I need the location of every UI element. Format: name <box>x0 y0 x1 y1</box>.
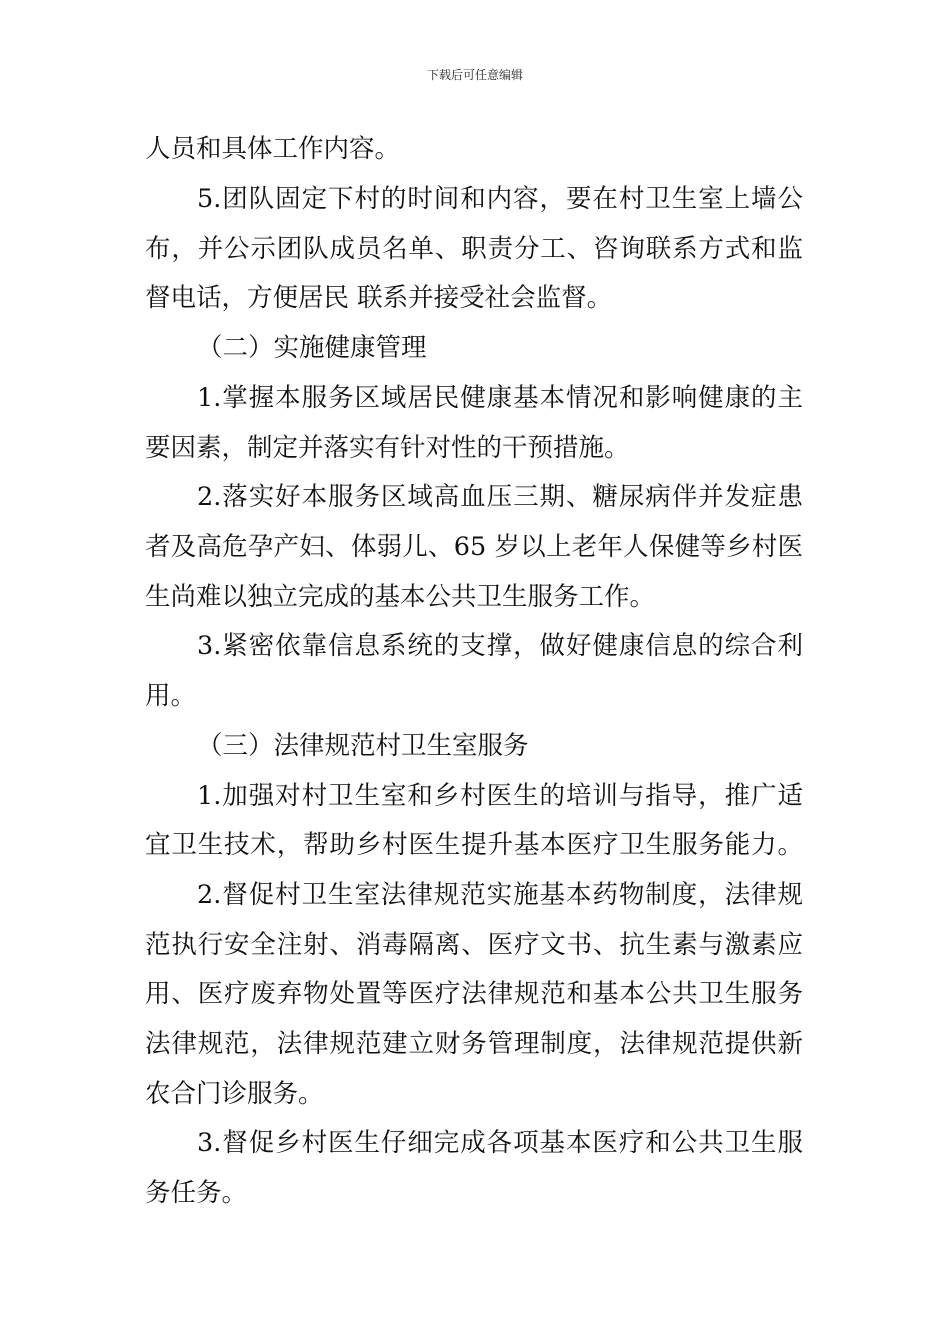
body-line: 宜卫生技术，帮助乡村医生提升基本医疗卫生服务能力。 <box>145 830 803 860</box>
body-line: 5.团队固定下村的时间和内容，要在村卫生室上墙公 <box>197 184 803 214</box>
body-line: 3.紧密依靠信息系统的支撑，做好健康信息的综合利 <box>197 631 803 661</box>
body-line: 2.督促村卫生室法律规范实施基本药物制度，法律规 <box>197 880 803 910</box>
body-line: 用、医疗废弃物处置等医疗法律规范和基本公共卫生服务 <box>145 979 803 1009</box>
body-line: 务任务。 <box>145 1178 248 1208</box>
body-line: 人员和具体工作内容。 <box>145 134 401 164</box>
body-line: 3.督促乡村医生仔细完成各项基本医疗和公共卫生服 <box>197 1128 803 1158</box>
body-line: 法律规范，法律规范建立财务管理制度，法律规范提供新 <box>145 1029 803 1059</box>
body-line: 者及高危孕产妇、体弱儿、65 岁以上老年人保健等乡村医 <box>145 532 803 562</box>
body-line: 农合门诊服务。 <box>145 1079 324 1109</box>
body-line: 1.加强对村卫生室和乡村医生的培训与指导，推广适 <box>197 781 803 811</box>
body-line: 督电话，方便居民 联系并接受社会监督。 <box>145 283 613 313</box>
body-line: 生尚难以独立完成的基本公共卫生服务工作。 <box>145 582 656 612</box>
section-heading: （三）法律规范村卫生室服务 <box>197 731 529 761</box>
body-line: 2.落实好本服务区域高血压三期、糖尿病伴并发症患 <box>197 482 803 512</box>
body-line: 范执行安全注射、消毒隔离、医疗文书、抗生素与激素应 <box>145 930 803 960</box>
section-heading: （二）实施健康管理 <box>197 333 427 363</box>
page-header: 下载后可任意编辑 <box>426 68 523 82</box>
body-line: 布，并公示团队成员名单、职责分工、咨询联系方式和监 <box>145 234 803 264</box>
body-line: 要因素，制定并落实有针对性的干预措施。 <box>145 433 630 463</box>
body-line: 用。 <box>145 681 197 711</box>
body-line: 1.掌握本服务区域居民健康基本情况和影响健康的主 <box>197 383 803 413</box>
